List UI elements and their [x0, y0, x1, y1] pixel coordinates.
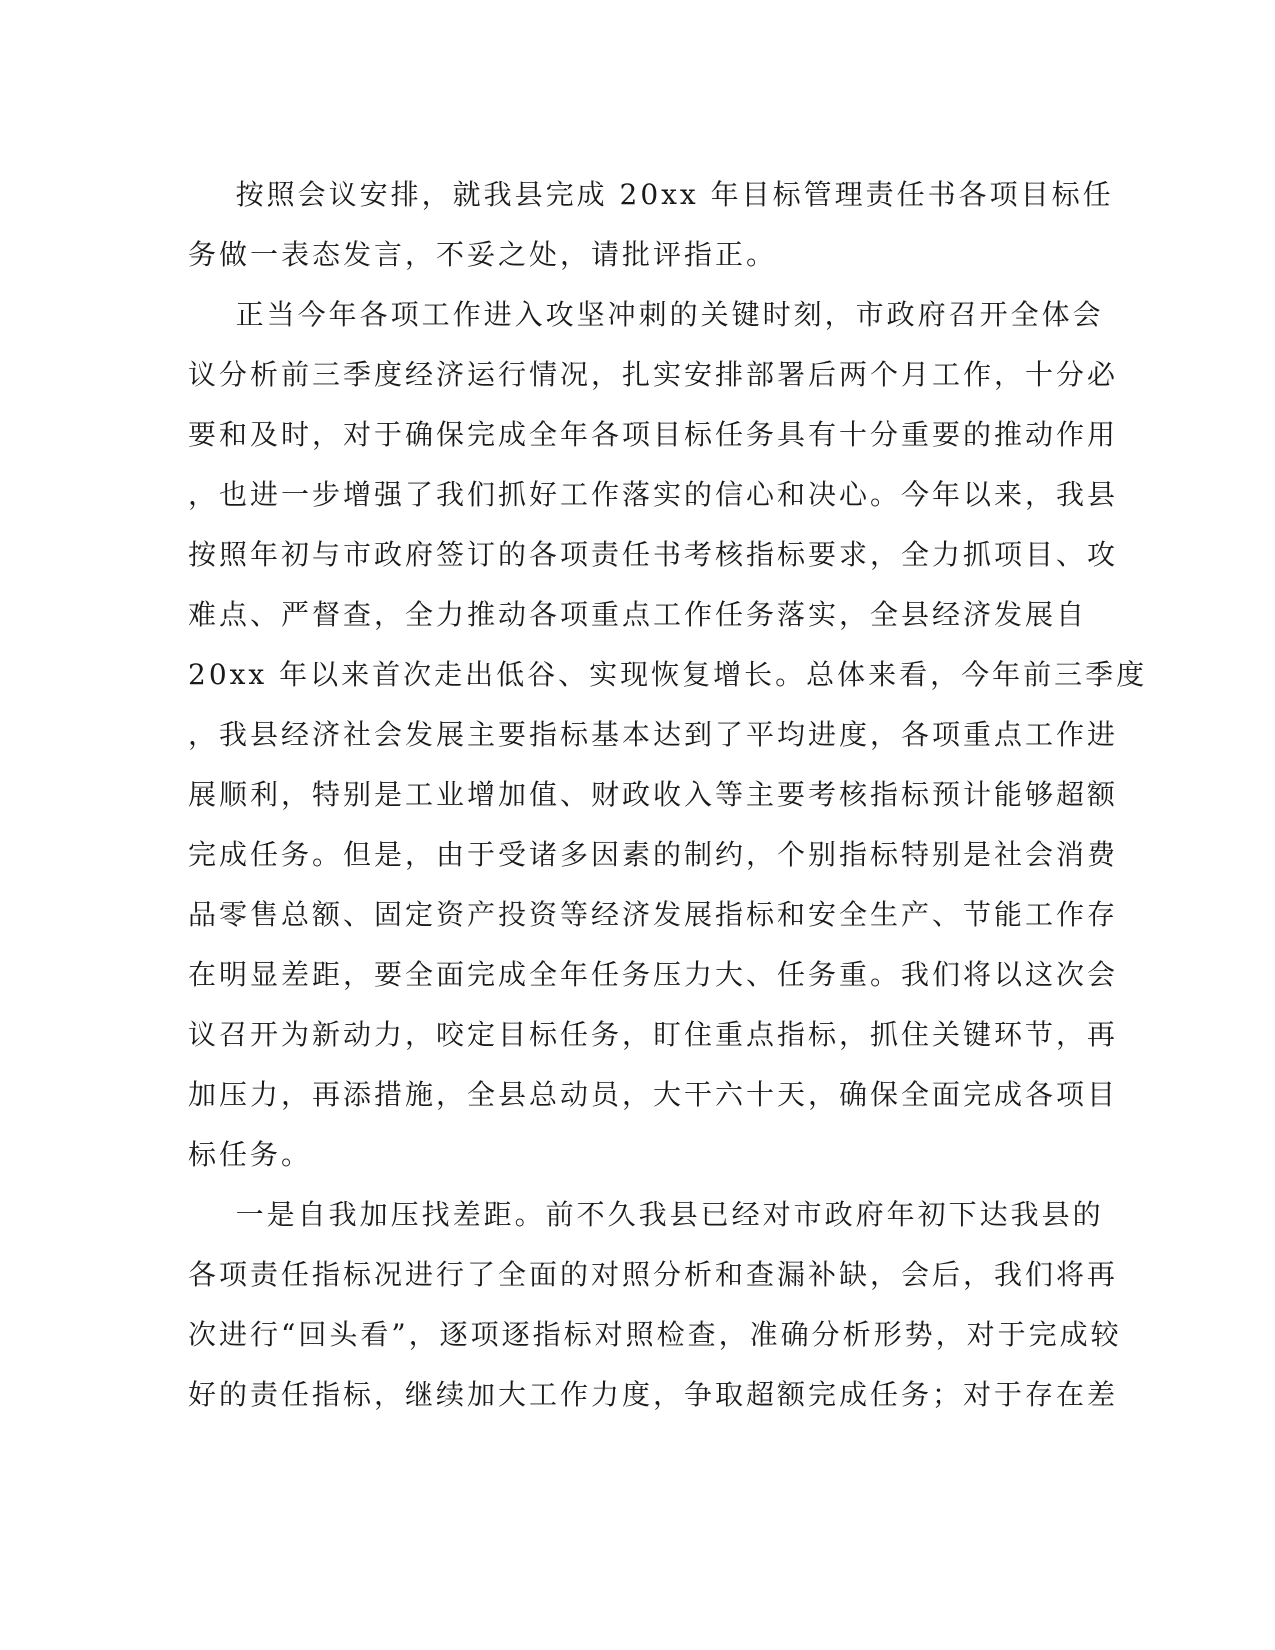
text-line: 务做一表态发言，不妥之处，请批评指正。 — [188, 238, 778, 271]
text-line: 20xx 年以来首次走出低谷、实现恢复增长。总体来看，今年前三季度 — [188, 658, 1148, 691]
text-line: 品零售总额、固定资产投资等经济发展指标和安全生产、节能工作存 — [188, 898, 1119, 931]
body-text — [188, 165, 1148, 1425]
text-line: 加压力，再添措施，全县总动员，大干六十天，确保全面完成各项目 — [188, 1078, 1119, 1111]
paragraph-situation — [188, 285, 1148, 1185]
text-line: 各项责任指标况进行了全面的对照分析和查漏补缺，会后，我们将再 — [188, 1258, 1119, 1291]
paragraph-point-one — [188, 1185, 1122, 1425]
text-line: ，我县经济社会发展主要指标基本达到了平均进度，各项重点工作进 — [188, 718, 1119, 751]
text-line: 一是自我加压找差距。前不久我县已经对市政府年初下达我县的 — [188, 1198, 1104, 1231]
text-line: 按照年初与市政府签订的各项责任书考核指标要求，全力抓项目、攻 — [188, 538, 1119, 571]
text-line: 议分析前三季度经济运行情况，扎实安排部署后两个月工作，十分必 — [188, 358, 1119, 391]
paragraph-intro — [188, 165, 1114, 285]
text-line: 展顺利，特别是工业增加值、财政收入等主要考核指标预计能够超额 — [188, 778, 1119, 811]
text-line: 在明显差距，要全面完成全年任务压力大、任务重。我们将以这次会 — [188, 958, 1119, 991]
text-line: 议召开为新动力，咬定目标任务，盯住重点指标，抓住关键环节，再 — [188, 1018, 1119, 1051]
text-line: 次进行“回头看”，逐项逐指标对照检查，准确分析形势，对于完成较 — [188, 1318, 1122, 1351]
text-line: 难点、严督查，全力推动各项重点工作任务落实，全县经济发展自 — [188, 598, 1088, 631]
text-line: 正当今年各项工作进入攻坚冲刺的关键时刻，市政府召开全体会 — [188, 298, 1104, 331]
text-line: 要和及时，对于确保完成全年各项目标任务具有十分重要的推动作用 — [188, 418, 1119, 451]
text-line: 完成任务。但是，由于受诸多因素的制约，个别指标特别是社会消费 — [188, 838, 1119, 871]
text-line: 好的责任指标，继续加大工作力度，争取超额完成任务；对于存在差 — [188, 1378, 1119, 1411]
text-line: 标任务。 — [188, 1138, 313, 1171]
text-line: 按照会议安排，就我县完成 20xx 年目标管理责任书各项目标任 — [188, 178, 1114, 211]
text-line: ，也进一步增强了我们抓好工作落实的信心和决心。今年以来，我县 — [188, 478, 1119, 511]
